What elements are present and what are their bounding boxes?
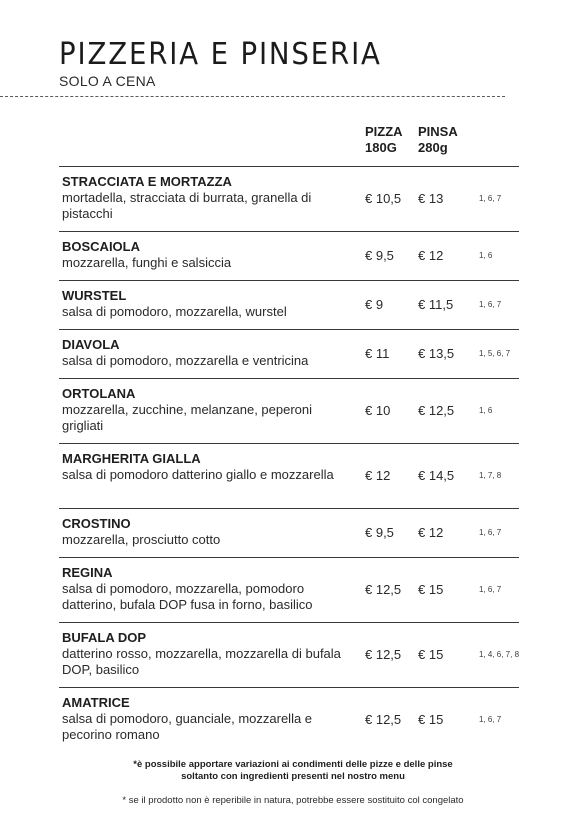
- pinsa-price: € 14,5: [418, 468, 455, 483]
- menu-item-name: AMATRICE: [62, 695, 130, 710]
- column-header-pinsa-weight: 280g: [418, 140, 448, 155]
- menu-item-description: salsa di pomodoro, guanciale, mozzarella e pecorino romano: [62, 711, 313, 742]
- menu-item-description: mozzarella, zucchine, melanzane, peperoni grigliati: [62, 402, 313, 433]
- row-divider: [59, 231, 519, 232]
- row-divider: [59, 557, 519, 558]
- menu-item-text: [62, 516, 352, 548]
- pizza-price: € 12,5: [365, 712, 402, 727]
- frozen-product-note: * se il prodotto non è reperibile in natura, potrebbe essere sostituito col congelato: [122, 795, 464, 806]
- pinsa-price: € 15: [418, 582, 444, 597]
- pinsa-price: € 15: [418, 712, 444, 727]
- pizza-price: € 10: [365, 403, 391, 418]
- menu-item-text: [62, 630, 352, 678]
- pizza-price: € 9,5: [365, 248, 394, 263]
- column-header-pizza-name: PIZZA: [365, 124, 403, 139]
- column-header-pinsa: [418, 124, 458, 156]
- allergen-codes: 1, 6: [479, 251, 493, 260]
- page-title: PIZZERIA E PINSERIA: [59, 37, 382, 72]
- allergen-codes: 1, 5, 6, 7: [479, 349, 511, 358]
- pizza-price: € 12,5: [365, 582, 402, 597]
- pizza-price: € 12: [365, 468, 391, 483]
- pizza-price: € 10,5: [365, 191, 402, 206]
- variation-note-line: *è possibile apportare variazioni ai condimenti delle pizze e delle pinse: [133, 759, 453, 770]
- allergen-codes: 1, 6, 7: [479, 528, 502, 537]
- variation-note: [0, 759, 586, 783]
- page-subtitle: SOLO A CENA: [59, 73, 156, 89]
- column-header-pinsa-name: PINSA: [418, 124, 458, 139]
- menu-item-description: mozzarella, prosciutto cotto: [62, 532, 221, 547]
- menu-item-name: CROSTINO: [62, 516, 131, 531]
- menu-item-name: WURSTEL: [62, 288, 127, 303]
- allergen-codes: 1, 6, 7: [479, 300, 502, 309]
- column-header-pizza-weight: 180G: [365, 140, 397, 155]
- menu-item-description: mozzarella, funghi e salsiccia: [62, 255, 232, 270]
- menu-item-text: [62, 695, 352, 743]
- row-divider: [59, 508, 519, 509]
- row-divider: [59, 280, 519, 281]
- allergen-codes: 1, 6, 7: [479, 194, 502, 203]
- pinsa-price: € 13,5: [418, 346, 455, 361]
- allergen-codes: 1, 7, 8: [479, 471, 502, 480]
- column-header-pizza: [365, 124, 403, 156]
- allergen-codes: 1, 4, 6, 7, 8: [479, 650, 520, 659]
- menu-item-text: [62, 239, 352, 271]
- menu-item-name: MARGHERITA GIALLA: [62, 451, 201, 466]
- menu-item-text: [62, 386, 352, 434]
- pinsa-price: € 11,5: [418, 297, 454, 312]
- menu-item-text: [62, 174, 352, 222]
- menu-item-description: datterino rosso, mozzarella, mozzarella di bufala DOP, basilico: [62, 646, 341, 677]
- pizza-price: € 12,5: [365, 647, 402, 662]
- menu-item-name: BUFALA DOP: [62, 630, 147, 645]
- menu-item-description: salsa di pomodoro datterino giallo e mozzarella: [62, 467, 334, 482]
- row-divider: [59, 443, 519, 444]
- menu-item-text: [62, 337, 352, 369]
- allergen-codes: 1, 6: [479, 406, 493, 415]
- menu-item-description: salsa di pomodoro, mozzarella, pomodoro datterino, bufala DOP fusa in forno, basilico: [62, 581, 313, 612]
- menu-item-text: [62, 451, 352, 483]
- pizza-price: € 9,5: [365, 525, 394, 540]
- pizza-price: € 9: [365, 297, 384, 312]
- row-divider: [59, 166, 519, 167]
- row-divider: [59, 329, 519, 330]
- pinsa-price: € 12: [418, 248, 444, 263]
- row-divider: [59, 622, 519, 623]
- menu-item-name: STRACCIATA E MORTAZZA: [62, 174, 232, 189]
- menu-item-name: REGINA: [62, 565, 113, 580]
- pizza-price: € 11: [365, 346, 390, 361]
- pinsa-price: € 12: [418, 525, 444, 540]
- row-divider: [59, 378, 519, 379]
- menu-item-description: salsa di pomodoro, mozzarella e ventricina: [62, 353, 309, 368]
- row-divider: [59, 687, 519, 688]
- dashed-divider: [0, 96, 505, 97]
- allergen-codes: 1, 6, 7: [479, 715, 502, 724]
- pinsa-price: € 13: [418, 191, 444, 206]
- menu-item-name: DIAVOLA: [62, 337, 120, 352]
- menu-item-text: [62, 288, 352, 320]
- menu-item-name: BOSCAIOLA: [62, 239, 140, 254]
- allergen-codes: 1, 6, 7: [479, 585, 502, 594]
- menu-item-description: salsa di pomodoro, mozzarella, wurstel: [62, 304, 287, 319]
- menu-item-name: ORTOLANA: [62, 386, 136, 401]
- variation-note-line: soltanto con ingredienti presenti nel nostro menu: [181, 771, 405, 782]
- menu-item-description: mortadella, stracciata di burrata, granella di pistacchi: [62, 190, 312, 221]
- pinsa-price: € 15: [418, 647, 444, 662]
- menu-item-text: [62, 565, 352, 613]
- pinsa-price: € 12,5: [418, 403, 455, 418]
